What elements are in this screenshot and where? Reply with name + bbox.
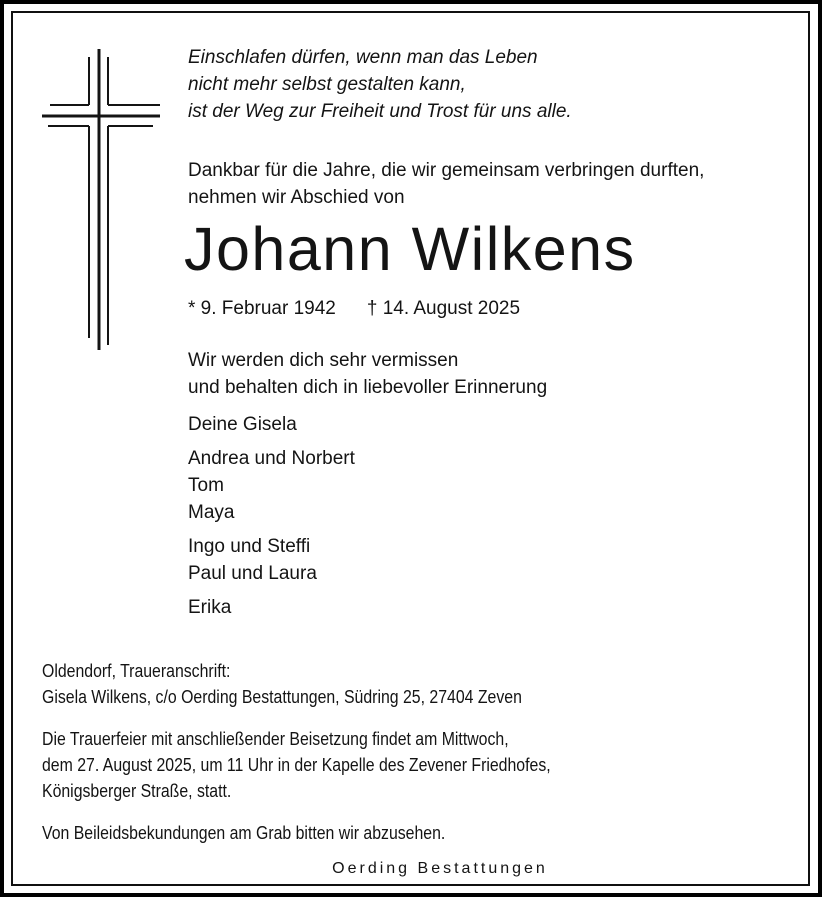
farewell-text <box>188 347 547 401</box>
epigraph-line: nicht mehr selbst gestalten kann, <box>188 74 466 95</box>
mourner-group <box>188 445 355 526</box>
mourner-line: Andrea und Norbert <box>188 448 355 469</box>
farewell-line: und behalten dich in liebevoller Erinnerung <box>188 377 548 398</box>
epigraph-line: Einschlafen dürfen, wenn man das Leben <box>188 47 538 68</box>
mourners-list <box>188 411 355 628</box>
mourner-group <box>188 533 355 587</box>
funeral-home <box>188 859 692 879</box>
deceased-name: Johann Wilkens <box>184 215 636 283</box>
funeral-home-name: Oerding Bestattungen <box>332 860 548 877</box>
service-info <box>42 726 551 804</box>
mourner-line: Maya <box>188 502 235 523</box>
mourner-line: Erika <box>188 597 232 618</box>
service-line: Die Trauerfeier mit anschließender Beisetzung findet am Mittwoch, <box>42 729 509 749</box>
mourner-line: Tom <box>188 475 224 496</box>
address-line: Gisela Wilkens, c/o Oerding Bestattungen, Südring 25, 27404 Zeven <box>42 687 522 707</box>
intro-text <box>188 157 704 211</box>
address-line: Oldendorf, Traueranschrift: <box>42 661 231 681</box>
death-date: † 14. August 2025 <box>366 298 521 319</box>
service-line: dem 27. August 2025, um 11 Uhr in der Kapelle des Zevener Friedhofes, <box>42 755 551 775</box>
mourner-line: Paul und Laura <box>188 563 317 584</box>
intro-line: Dankbar für die Jahre, die wir gemeinsam verbringen durften, <box>188 160 705 181</box>
life-dates <box>188 295 520 322</box>
mourner-group <box>188 594 355 621</box>
epigraph-line: ist der Weg zur Freiheit und Trost für uns alle. <box>188 101 572 122</box>
mourner-line: Deine Gisela <box>188 414 297 435</box>
intro-line: nehmen wir Abschied von <box>188 187 405 208</box>
condolence-note: Von Beileidsbekundungen am Grab bitten wir abzusehen. <box>42 823 446 843</box>
mourner-group <box>188 411 355 438</box>
epigraph <box>188 44 572 125</box>
mourner-line: Ingo und Steffi <box>188 536 311 557</box>
service-line: Königsberger Straße, statt. <box>42 781 232 801</box>
birth-date: * 9. Februar 1942 <box>188 298 336 319</box>
address-block <box>42 658 522 710</box>
farewell-line: Wir werden dich sehr vermissen <box>188 350 459 371</box>
cross-icon <box>40 44 160 350</box>
